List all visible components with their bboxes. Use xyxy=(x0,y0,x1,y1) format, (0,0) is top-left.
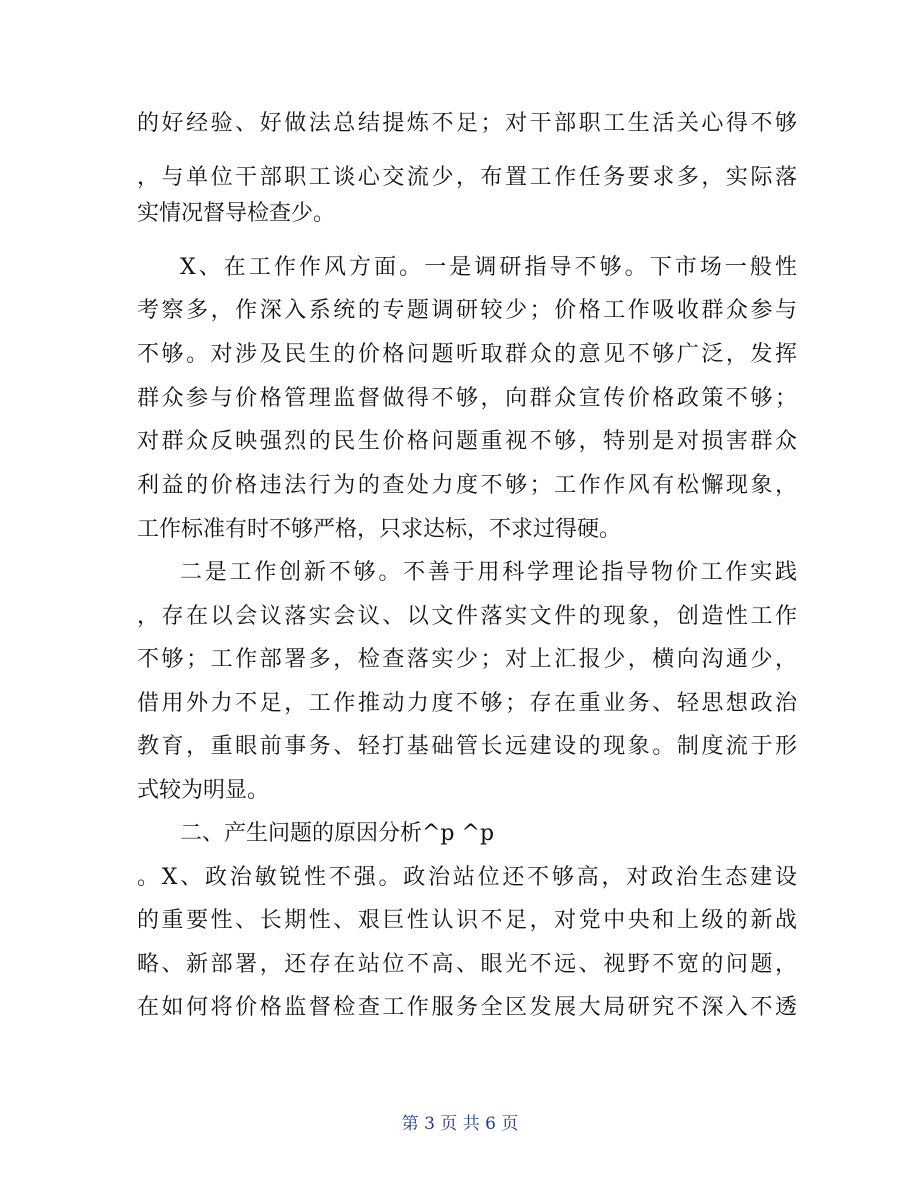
text-line: 在如何将价格监督检查工作服务全区发展大局研究不深入不透 xyxy=(137,995,797,1020)
text-line: 不够。对涉及民生的价格问题听取群众的意见不够广泛，发挥 xyxy=(137,342,797,367)
page-number: 第 3 页 共 6 页 xyxy=(401,1114,519,1134)
text-line: 借用外力不足，工作推动力度不够；存在重业务、轻思想政治 xyxy=(137,691,797,716)
text-line: ，存在以会议落实会议、以文件落实文件的现象，创造性工作 xyxy=(137,604,797,629)
text-line: X、在工作作风方面。一是调研指导不够。下市场一般性 xyxy=(180,255,797,280)
text-line: 考察多，作深入系统的专题调研较少；价格工作吸收群众参与 xyxy=(137,298,797,323)
text-line: 群众参与价格管理监督做得不够，向群众宣传价格政策不够； xyxy=(137,386,797,411)
text-line: 实情况督导检查少。 xyxy=(137,201,336,226)
text-line: 教育，重眼前事务、轻打基础管长远建设的现象。制度流于形 xyxy=(137,734,797,759)
text-line: 的好经验、好做法总结提炼不足；对干部职工生活关心得不够 xyxy=(137,111,797,136)
text-line: 式较为明显。 xyxy=(137,778,270,803)
text-line: 对群众反映强烈的民生价格问题重视不够，特别是对损害群众 xyxy=(137,429,797,454)
text-line: 二是工作创新不够。不善于用科学理论指导物价工作实践 xyxy=(180,560,797,585)
text-line: 。X、政治敏锐性不强。政治站位还不够高，对政治生态建设 xyxy=(137,865,797,890)
text-line: 不够；工作部署多，检查落实少；对上汇报少，横向沟通少， xyxy=(137,647,797,672)
text-line: 二、产生问题的原因分析^p ^p xyxy=(180,821,495,846)
text-line: 利益的价格违法行为的查处力度不够；工作作风有松懈现象， xyxy=(137,473,797,498)
text-line: 的重要性、长期性、艰巨性认识不足，对党中央和上级的新战 xyxy=(137,908,797,933)
text-line: ，与单位干部职工谈心交流少，布置工作任务要求多，实际落 xyxy=(137,165,797,190)
text-line: 略、新部署，还存在站位不高、眼光不远、视野不宽的问题， xyxy=(137,952,797,977)
text-line: 工作标准有时不够严格，只求达标，不求过得硬。 xyxy=(137,517,622,542)
